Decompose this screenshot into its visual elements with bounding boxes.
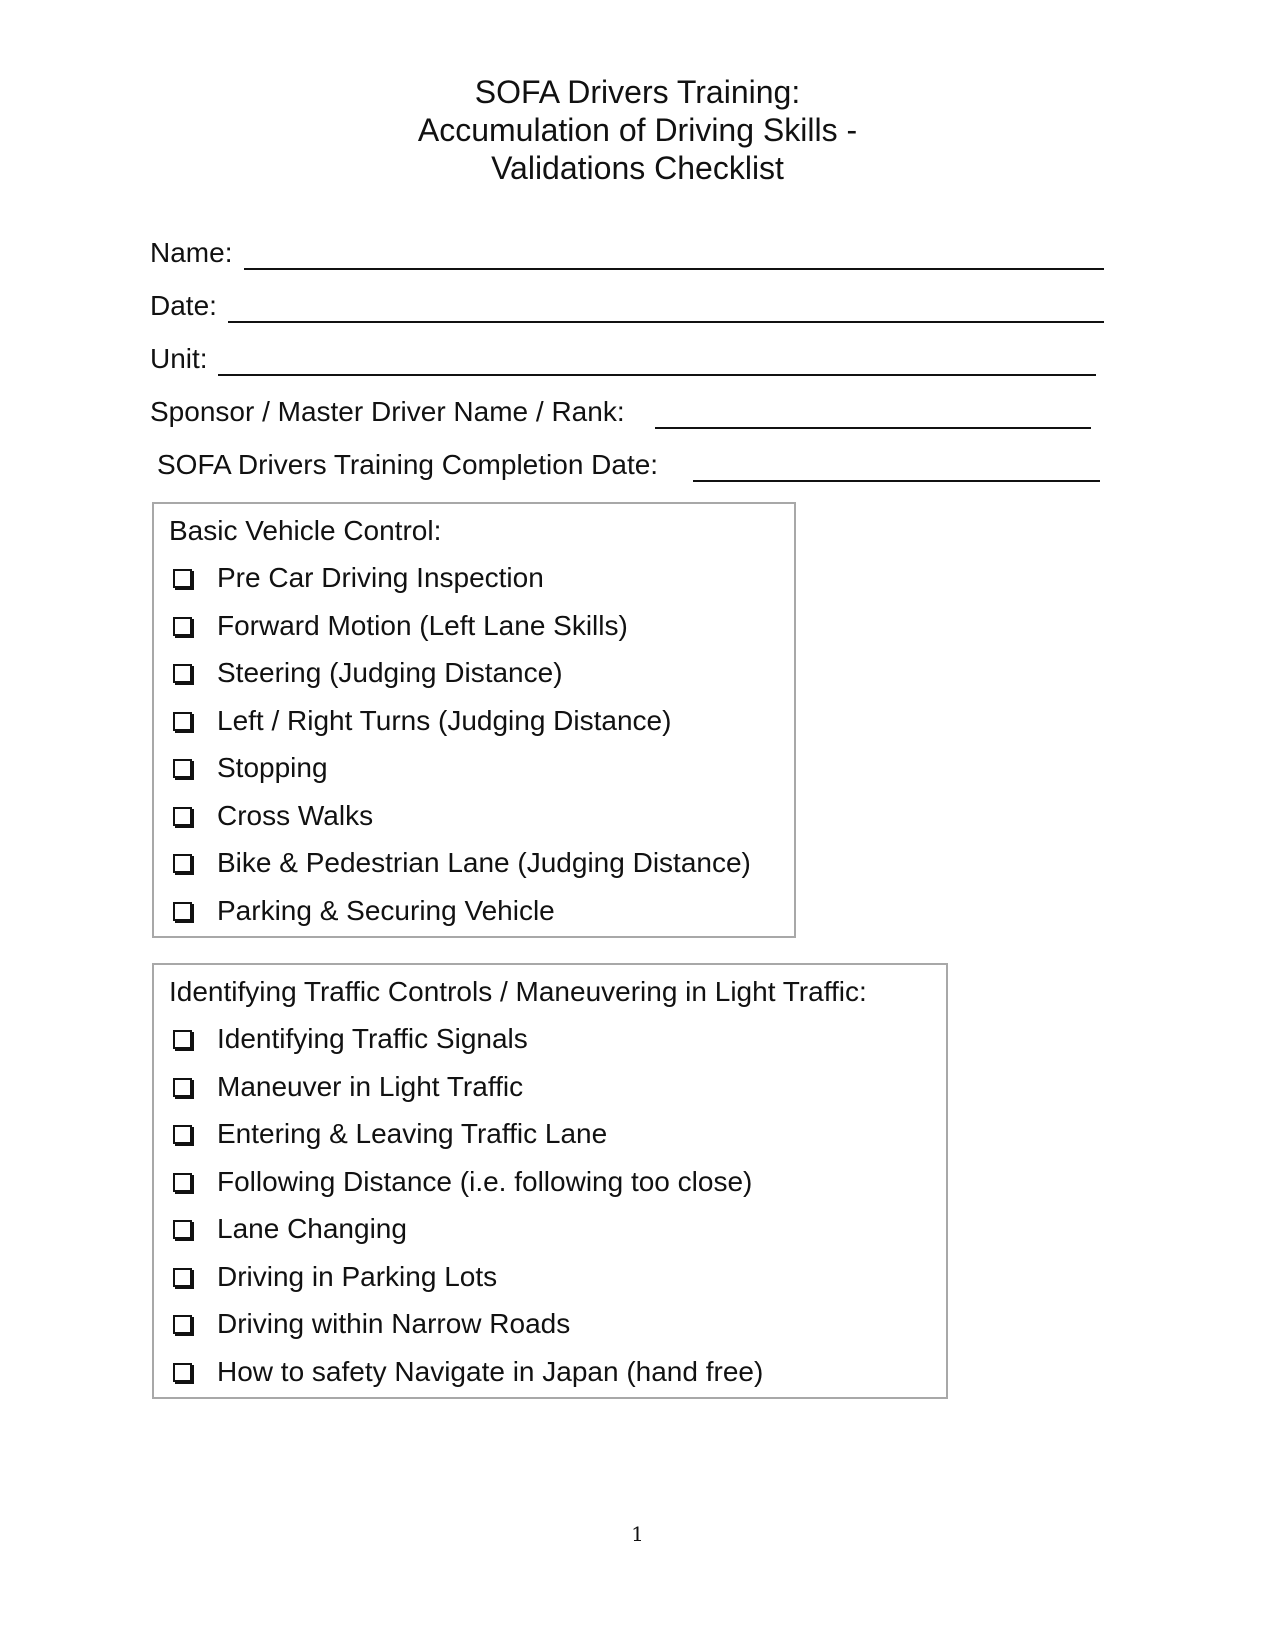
unit-label: Unit:	[150, 343, 208, 374]
completion-date-blank-line[interactable]	[693, 480, 1100, 482]
checkbox[interactable]	[173, 1268, 192, 1287]
checkbox[interactable]	[173, 569, 192, 588]
checkbox[interactable]	[173, 1125, 192, 1144]
checkbox[interactable]	[173, 1363, 192, 1382]
checkbox[interactable]	[173, 1078, 192, 1097]
sponsor-label: Sponsor / Master Driver Name / Rank:	[150, 396, 625, 427]
unit-field	[150, 342, 208, 376]
checkbox[interactable]	[173, 1220, 192, 1239]
title-line-2: Accumulation of Driving Skills -	[417, 112, 858, 148]
unit-blank-line[interactable]	[218, 374, 1096, 376]
name-label: Name:	[150, 237, 233, 268]
basic-vehicle-control-box: Basic Vehicle Control: Pre Car Driving Inspection Forward Motion (Left Lane Skills) Steering (Judging Distance) Left / Right Turns (Judging Distance) Stopping Cross Walks Bike & Pedestrian Lane (Judging Distance) Parking & Securing Vehicle	[152, 502, 796, 938]
checkbox[interactable]	[173, 902, 192, 921]
completion-date-field	[157, 448, 658, 482]
name-blank-line[interactable]	[244, 268, 1104, 270]
checkbox[interactable]	[173, 1030, 192, 1049]
page-number: 1	[631, 1522, 644, 1546]
checkbox[interactable]	[173, 712, 192, 731]
checkbox[interactable]	[173, 1173, 192, 1192]
traffic-controls-box: Identifying Traffic Controls / Maneuvering in Light Traffic: Identifying Traffic Signals Maneuver in Light Traffic Entering & Leaving Traffic Lane Following Distance (i.e. following too close) Lane Changing Driving in Parking Lots Driving within Narrow Roads How to safety Navigate in Japan (hand free)	[152, 963, 948, 1399]
title-line-1: SOFA Drivers Training:	[474, 74, 801, 110]
document-title	[0, 73, 1275, 187]
title-line-3: Validations Checklist	[491, 150, 784, 186]
checkbox[interactable]	[173, 664, 192, 683]
sponsor-blank-line[interactable]	[655, 427, 1091, 429]
checkbox[interactable]	[173, 617, 192, 636]
checkbox[interactable]	[173, 759, 192, 778]
checkbox[interactable]	[173, 854, 192, 873]
checkbox[interactable]	[173, 807, 192, 826]
date-blank-line[interactable]	[228, 321, 1104, 323]
sponsor-field	[150, 395, 625, 429]
date-field	[150, 289, 217, 323]
basic-vehicle-control-heading: Basic Vehicle Control:	[169, 515, 442, 546]
date-label: Date:	[150, 290, 217, 321]
traffic-controls-heading: Identifying Traffic Controls / Maneuvering in Light Traffic:	[169, 976, 867, 1007]
completion-date-label: SOFA Drivers Training Completion Date:	[157, 449, 659, 480]
name-field	[150, 236, 232, 270]
checkbox[interactable]	[173, 1315, 192, 1334]
